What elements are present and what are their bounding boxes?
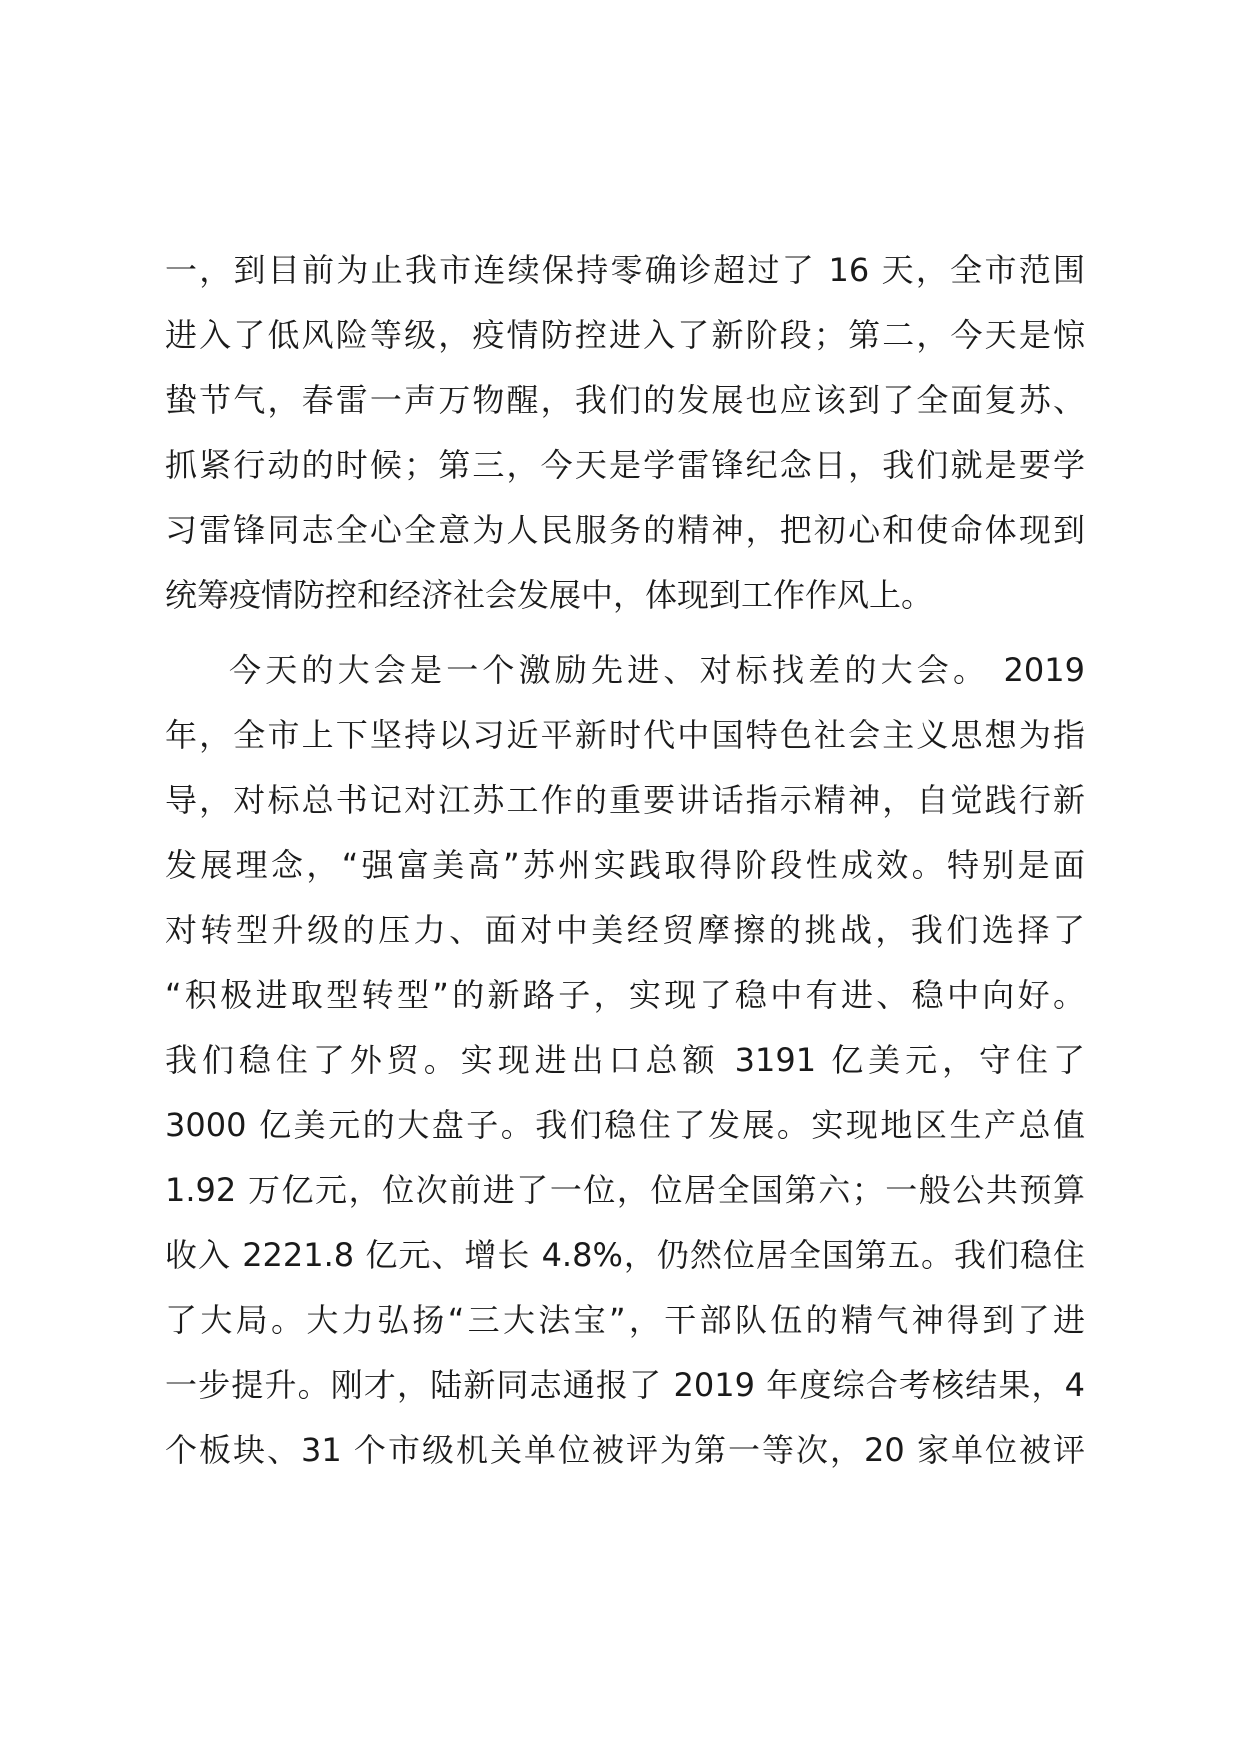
text-line: “积极进取型转型”的新路子，实现了稳中有进、稳中向好。 [165, 976, 1085, 1014]
text-line: 导，对标总书记对江苏工作的重要讲话指示精神，自觉践行新 [165, 781, 1085, 819]
text-line: 对转型升级的压力、面对中美经贸摩擦的挑战，我们选择了 [165, 911, 1085, 949]
text-line: 习雷锋同志全心全意为人民服务的精神，把初心和使命体现到 [165, 511, 1085, 549]
text-line: 了大局。大力弘扬“三大法宝”，干部队伍的精气神得到了进 [165, 1301, 1085, 1339]
text-line: 一，到目前为止我市连续保持零确诊超过了 16 天，全市范围 [165, 251, 1085, 289]
paragraph-meeting-summary [165, 638, 1085, 1483]
text-line: 收入 2221.8 亿元、增长 4.8%，仍然位居全国第五。我们稳住 [165, 1236, 1085, 1274]
text-line: 1.92 万亿元，位次前进了一位，位居全国第六；一般公共预算 [165, 1171, 1085, 1209]
text-line: 年，全市上下坚持以习近平新时代中国特色社会主义思想为指 [165, 716, 1085, 754]
text-line: 进入了低风险等级，疫情防控进入了新阶段；第二，今天是惊 [165, 316, 1085, 354]
text-line: 发展理念，“强富美高”苏州实践取得阶段性成效。特别是面 [165, 846, 1085, 884]
text-line: 抓紧行动的时候；第三，今天是学雷锋纪念日，我们就是要学 [165, 446, 1085, 484]
body-text [165, 238, 1085, 1483]
text-line: 3000 亿美元的大盘子。我们稳住了发展。实现地区生产总值 [165, 1106, 1085, 1144]
text-line: 统筹疫情防控和经济社会发展中，体现到工作作风上。 [165, 576, 934, 614]
paragraph-spacing [165, 628, 1085, 638]
text-line: 我们稳住了外贸。实现进出口总额 3191 亿美元，守住了 [165, 1041, 1085, 1079]
text-line: 个板块、31 个市级机关单位被评为第一等次，20 家单位被评 [165, 1431, 1085, 1469]
text-line: 今天的大会是一个激励先进、对标找差的大会。 2019 [229, 651, 1085, 689]
text-line: 一步提升。刚才，陆新同志通报了 2019 年度综合考核结果，4 [165, 1366, 1085, 1404]
text-line: 蛰节气，春雷一声万物醒，我们的发展也应该到了全面复苏、 [165, 381, 1085, 419]
paragraph-continuation [165, 238, 1085, 628]
